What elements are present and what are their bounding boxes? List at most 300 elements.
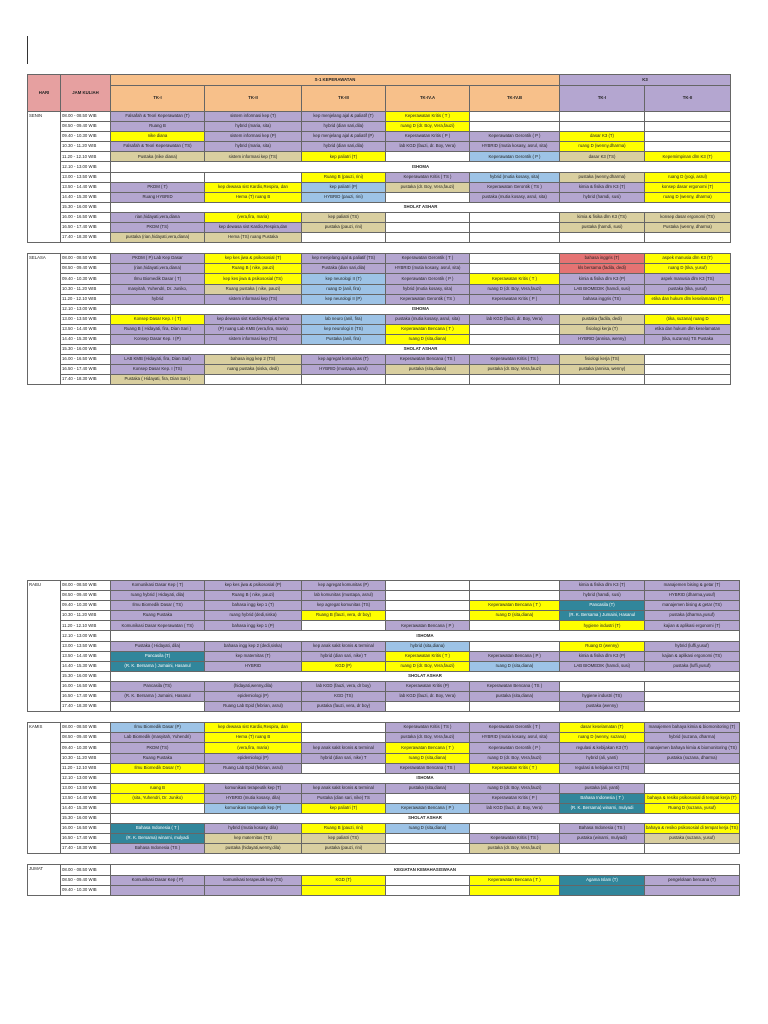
time-slot: 09.40 - 10.30 WIB — [61, 274, 111, 284]
schedule-cell: Ruang pustaka ( nike, pauzi) — [205, 284, 302, 294]
schedule-cell — [386, 192, 470, 202]
schedule-cell: kep maternitas (T) — [205, 651, 302, 661]
table-row — [28, 824, 740, 834]
schedule-cell: HYBRID (mutia kosasy, asrul, sita) — [470, 142, 560, 152]
schedule-cell: kimia & fisika dlm K3 (T) — [560, 581, 645, 591]
time-slot: 08.50 - 09.40 WIB — [61, 875, 111, 885]
header-col: TK-II — [645, 86, 731, 112]
schedule-cell: kep neurologi II (TS) — [302, 324, 386, 334]
schedule-cell: epidemiologi (P) — [205, 692, 302, 702]
schedule-cell — [560, 122, 645, 132]
header-col: TK-II — [205, 86, 302, 112]
schedule-cell: kep kes jiwa & psikososial (TS) — [205, 274, 302, 284]
table-row — [28, 192, 731, 202]
schedule-cell: ruang D (sita,diana) — [386, 824, 470, 834]
table-row — [28, 132, 731, 142]
break-label: ISHOMA — [111, 304, 731, 314]
schedule-cell: KGD (T) — [302, 875, 386, 885]
time-slot: 11.20 - 12.10 WIB — [61, 763, 111, 773]
schedule-cell: pustaka (dr. Boy, Vera,fauzi) — [470, 844, 560, 854]
table-row — [28, 733, 740, 743]
time-slot: 15.30 - 16.00 WIB — [61, 671, 111, 681]
time-slot: 17.40 - 18.30 WIB — [61, 233, 111, 243]
table-row — [28, 122, 731, 132]
schedule-cell: (tika, suzanna) TS Pustaka — [645, 334, 731, 344]
schedule-cell — [645, 783, 740, 793]
schedule-cell: manajemen bising & getar (T) — [645, 581, 740, 591]
schedule-cell — [302, 375, 386, 385]
schedule-cell: bahasa ingg kep 1 (T) — [205, 601, 302, 611]
schedule-cell: kep maternitas (TS) — [205, 834, 302, 844]
schedule-cell: nike diana — [111, 132, 205, 142]
schedule-cell: pustaka (wenny,dharma) — [560, 172, 645, 182]
schedule-cell: pustaka (dr. Boy, Vera,fauzi) — [386, 182, 470, 192]
table-row — [28, 375, 731, 385]
schedule-cell: kep neurologi II (P) — [302, 294, 386, 304]
schedule-cell: Hema (TS) ruang Pustaka — [205, 233, 302, 243]
table-row — [28, 365, 731, 375]
spacer-row — [28, 712, 740, 723]
schedule-cell: Keperawatan Bencana ( P ) — [386, 621, 470, 631]
table-row — [28, 304, 731, 314]
schedule-cell: ruang D (sita,diana) — [386, 334, 470, 344]
schedule-cell: Pancasila (T) — [111, 651, 205, 661]
table-row — [28, 641, 740, 651]
schedule-cell — [470, 885, 560, 895]
time-slot: 09.40 - 10.30 WIB — [61, 743, 111, 753]
frame-line — [27, 36, 28, 64]
table-row — [28, 152, 731, 162]
schedule-cell — [111, 172, 205, 182]
schedule-cell: epidemiologi (P) — [205, 753, 302, 763]
schedule-cell: Keperawatan Gerontik ( P ) — [470, 132, 560, 142]
schedule-cell: kajian & aplikasi ergonomi (T) — [645, 621, 740, 631]
schedule-cell — [205, 375, 302, 385]
schedule-cell: hybrid (luffi,yusuf) — [645, 641, 740, 651]
schedule-cell — [302, 885, 386, 895]
time-slot: 08.50 - 09.40 WIB — [61, 264, 111, 274]
day-label: SELASA — [28, 254, 61, 385]
schedule-cell: Keperawatan Kritis ( T ) — [386, 112, 470, 122]
schedule-cell: Ruang Pustaka — [111, 753, 205, 763]
table-row — [28, 112, 731, 122]
schedule-cell — [470, 264, 560, 274]
schedule-cell: kep paliatri (P) — [302, 182, 386, 192]
schedule-cell: PKDM ( T) — [111, 182, 205, 192]
day-kamis — [28, 723, 740, 854]
schedule-cell — [470, 375, 560, 385]
schedule-cell: Keperawatan Kritis ( P ) — [470, 294, 560, 304]
schedule-cell: Keperawatan Kritis ( P ) — [386, 132, 470, 142]
schedule-cell: kep neurologi II (T) — [302, 274, 386, 284]
time-slot: 11.20 - 12.10 WIB — [61, 152, 111, 162]
schedule-cell — [386, 885, 470, 895]
schedule-cell — [386, 793, 470, 803]
table-row — [28, 284, 731, 294]
schedule-cell — [302, 233, 386, 243]
schedule-cell: kep kes jiwa & psikososial (P) — [205, 581, 302, 591]
schedule-cell: LAB BIOMEDIK (hamdi, susi) — [560, 284, 645, 294]
schedule-cell: kep dewasa sist Kardio,Respira, dan — [205, 182, 302, 192]
time-slot: 10.30 - 11.20 WIB — [61, 611, 111, 621]
schedule-cell: hygiene industri (T) — [560, 621, 645, 631]
time-slot: 08.50 - 09.40 WIB — [61, 591, 111, 601]
schedule-cell: etika dan hukum dlm keselamatan (T) — [645, 294, 731, 304]
break-label: SHOLAT ASHAR — [111, 671, 740, 681]
schedule-cell: kep agregat komunitas (P) — [302, 581, 386, 591]
header-jam: JAM KULIAH — [61, 75, 111, 112]
schedule-cell: Pustaka (nike diana) — [111, 152, 205, 162]
schedule-cell: ruang D (wenny, dharma) — [645, 192, 731, 202]
schedule-cell: pustaka (hidayati,wenny,dila) — [205, 844, 302, 854]
schedule-cell: Konsep Dasar Kep. I (P) — [111, 334, 205, 344]
table-row — [28, 793, 740, 803]
schedule-cell: Keperawatan Kritis ( T ) — [386, 651, 470, 661]
header-col: TK-III — [302, 86, 386, 112]
schedule-cell: kajian & aplikasi ergonomi (TS) — [645, 651, 740, 661]
schedule-cell: Ilmu Biomedik Dasar (P) — [111, 723, 205, 733]
schedule-cell: Ruang Pustaka — [111, 611, 205, 621]
time-slot: 10.30 - 11.20 WIB — [61, 142, 111, 152]
schedule-cell: fisiologi kerja (T) — [560, 324, 645, 334]
schedule-cell: HYBRID (mutia kosasy, asrul, sita) — [386, 264, 470, 274]
table-row — [28, 661, 740, 671]
schedule-cell: PKDM (TS) — [111, 743, 205, 753]
schedule-cell: Hema (T) ruang B — [205, 192, 302, 202]
schedule-cell — [645, 763, 740, 773]
schedule-cell: (R. K. Bersama ) Jumaini, Hasanul — [560, 611, 645, 621]
schedule-cell: ruang D (dr. Boy, Vera,fauzi) — [386, 122, 470, 132]
schedule-cell — [645, 844, 740, 854]
table-row — [28, 803, 740, 813]
schedule-cell — [645, 132, 731, 142]
schedule-cell — [470, 324, 560, 334]
table-row — [28, 162, 731, 172]
schedule-cell: Ruang Lab Epid (febrian, asrul) — [205, 763, 302, 773]
schedule-cell: kimia & fisika dlm K3 (P) — [560, 651, 645, 661]
schedule-cell: HYBRID (mutia kosasy, asrul, sita) — [470, 733, 560, 743]
schedule-cell: Ruang HYBRID — [111, 192, 205, 202]
schedule-cell: rian,hidayati,vera,diana — [111, 212, 205, 222]
schedule-cell: PKDM ( P) Lab Kep Dasar — [111, 254, 205, 264]
schedule-cell: Keperawatan Gerontik ( TS ) — [386, 294, 470, 304]
schedule-cell: Ruang B — [111, 122, 205, 132]
table-row — [28, 581, 740, 591]
schedule-cell: ruang D (anil, fira) — [302, 284, 386, 294]
schedule-cell: Pustaka (dian sari,dila) — [302, 264, 386, 274]
time-slot: 15.30 - 16.00 WIB — [61, 202, 111, 212]
schedule-cell: ruang D (wenny, suzana) — [560, 733, 645, 743]
table-row — [28, 631, 740, 641]
time-slot: 16.00 - 16.50 WIB — [61, 212, 111, 222]
header-col: TK-IV.B — [470, 86, 560, 112]
table-row — [28, 334, 731, 344]
schedule-cell: KGD (P) — [302, 661, 386, 671]
table-row — [28, 753, 740, 763]
time-slot: 16.50 - 17.40 WIB — [61, 223, 111, 233]
schedule-cell: Keperawatan Bencana ( P ) — [386, 803, 470, 813]
table-row — [28, 223, 731, 233]
table-row — [28, 264, 731, 274]
schedule-cell: kep anak sakit kronis & terminal — [302, 783, 386, 793]
schedule-cell: komunikasi terapeutik kep (TS) — [205, 875, 302, 885]
time-slot: 12.10 - 13.00 WIB — [61, 631, 111, 641]
schedule-cell: Falsafah & Teori Keperawatan (T) — [111, 112, 205, 122]
schedule-cell: Konsep Dasar Kep. I (TS) — [111, 365, 205, 375]
schedule-cell: etika dan hukum dlm keselamatan — [645, 324, 731, 334]
schedule-cell: pustaka (sita,diana) — [386, 365, 470, 375]
schedule-cell: pustaka (mutia kosasy, asrul, sita) — [386, 314, 470, 324]
schedule-cell — [302, 621, 386, 631]
schedule-cell: hybrid (dian sari,dila) — [302, 142, 386, 152]
schedule-cell: HYBRID — [205, 661, 302, 671]
schedule-cell: Keperawatan Kritis ( T ) — [470, 274, 560, 284]
time-slot: 12.10 - 13.00 WIB — [61, 304, 111, 314]
header-col: TK-IV.A — [386, 86, 470, 112]
schedule-cell: Ilmu Biomedik Dasar ( TS) — [111, 601, 205, 611]
schedule-cell — [470, 254, 560, 264]
schedule-cell: Komunikasi Dasar Kep ( P) — [111, 875, 205, 885]
schedule-cell — [645, 142, 731, 152]
schedule-cell: kep anak sakit kronis & terminal — [302, 743, 386, 753]
schedule-cell — [111, 702, 205, 712]
time-slot: 13.00 - 13.50 WIB — [61, 783, 111, 793]
schedule-cell: pustaka (tika, yusuf) — [645, 284, 731, 294]
table-row — [28, 324, 731, 334]
day-label: KAMIS — [28, 723, 61, 854]
table-row — [28, 233, 731, 243]
schedule-cell: Keperawatan Gerontik ( TS ) — [470, 182, 560, 192]
schedule-cell — [470, 112, 560, 122]
schedule-cell: aspek manusia dlm K3 (TS) — [645, 274, 731, 284]
schedule-cell: Ilmu Biomedik Dasar ( T) — [111, 274, 205, 284]
time-slot: 12.10 - 13.00 WIB — [61, 162, 111, 172]
schedule-cell: hybrid (mutia kosasy, dila) — [205, 824, 302, 834]
table-row — [28, 591, 740, 601]
schedule-cell: HYBRID (pauzi, rini) — [302, 192, 386, 202]
schedule-cell — [560, 844, 645, 854]
schedule-cell: pustaka (suzana, dharma) — [645, 753, 740, 763]
schedule-cell: hybrid (maria, sita) — [205, 122, 302, 132]
table-row — [28, 834, 740, 844]
schedule-cell: kimia & fisika dlm K3 (TS) — [560, 212, 645, 222]
schedule-cell: kep kes jiwa & psikososial (T) — [205, 254, 302, 264]
table-row — [28, 611, 740, 621]
time-slot: 10.30 - 11.20 WIB — [61, 284, 111, 294]
time-slot: 13.50 - 14.40 WIB — [61, 793, 111, 803]
schedule-cell: pustaka (rian,hidayati,vera,diana) — [111, 233, 205, 243]
schedule-cell: LAB KMB (Hidayati, fira, Dian Sari) — [111, 355, 205, 365]
schedule-cell: pustaka (annisa, wenny) — [560, 365, 645, 375]
schedule-cell: Keperawatan Bencana ( T ) — [470, 875, 560, 885]
schedule-cell — [386, 834, 470, 844]
schedule-cell: Keperawatan Bencana ( T ) — [386, 324, 470, 334]
schedule-cell: hybrid (hamdi, susi) — [560, 192, 645, 202]
schedule-cell: kimia & fisika dlm K3 (P) — [560, 274, 645, 284]
schedule-cell: pustaka (dharma,yusuf) — [645, 611, 740, 621]
schedule-cell: komunikasi terapeutik kep (P) — [205, 803, 302, 813]
schedule-cell — [560, 112, 645, 122]
schedule-cell — [645, 885, 740, 895]
schedule-cell: Keperawatan Gerontik ( T ) — [386, 254, 470, 264]
table-row — [28, 763, 740, 773]
day-selasa — [28, 254, 731, 385]
schedule-cell — [386, 875, 470, 885]
time-slot: 16.50 - 17.40 WIB — [61, 834, 111, 844]
schedule-cell: pustaka (sita,diana) — [470, 692, 560, 702]
time-slot: 16.50 - 17.40 WIB — [61, 365, 111, 375]
schedule-cell — [645, 692, 740, 702]
schedule-table-bottom — [27, 566, 740, 896]
schedule-cell: Komunikasi Dasar Keperawatan ( TS) — [111, 621, 205, 631]
schedule-cell: aspek manusia dlm K3 (T) — [645, 254, 731, 264]
schedule-cell: regulasi & kebijakan K3 (TS) — [560, 763, 645, 773]
schedule-cell: Keperawatan Gerontik ( P ) — [386, 274, 470, 284]
schedule-cell: pustaka (luffi,yusuf) — [645, 661, 740, 671]
schedule-cell: kep menjelang ajal & paliatif (P) — [302, 132, 386, 142]
day-rabu — [28, 581, 740, 712]
schedule-cell: lab KGD (fauzi, dr. Boy, Vera) — [386, 692, 470, 702]
time-slot: 08.00 - 08.50 WIB — [61, 112, 111, 122]
schedule-cell — [470, 334, 560, 344]
schedule-cell: Ruang B (pauzi, rini) — [302, 824, 386, 834]
time-slot: 17.40 - 18.30 WIB — [61, 844, 111, 854]
schedule-cell — [302, 763, 386, 773]
time-slot: 12.10 - 13.00 WIB — [61, 773, 111, 783]
time-slot: 08.50 - 09.40 WIB — [61, 122, 111, 132]
schedule-cell: manajemen bising & getar (TS) — [645, 601, 740, 611]
spacer-row — [28, 854, 740, 865]
schedule-cell: pustaka (ali, yanti) — [560, 783, 645, 793]
header-hari: HARI — [28, 75, 61, 112]
table-row — [28, 783, 740, 793]
table-row — [28, 355, 731, 365]
schedule-cell: kep menjelang ajal & paliatif (T) — [302, 112, 386, 122]
schedule-cell — [302, 733, 386, 743]
table-row — [28, 844, 740, 854]
schedule-cell: ruang D (dr. Boy, Vera,fauzi) — [386, 661, 470, 671]
table-row — [28, 601, 740, 611]
schedule-cell: (R. K. Bersama) winarni, mulyadi — [560, 803, 645, 813]
schedule-cell: hybrid (dian sari,dila) — [302, 122, 386, 132]
schedule-cell: Keperawatan Gerontik ( P ) — [470, 743, 560, 753]
break-label: KEGIATAN KEMAHASISWAAN — [111, 865, 740, 875]
table-row — [28, 294, 731, 304]
schedule-cell: Keperawatan Bencana ( T ) — [470, 601, 560, 611]
time-slot: 09.40 - 10.30 WIB — [61, 601, 111, 611]
schedule-cell: ruang D (sita,diana) — [386, 753, 470, 763]
schedule-cell — [386, 212, 470, 222]
schedule-cell: hybrid — [111, 294, 205, 304]
schedule-cell: Lab Biomedik (masyitah, Yuhendri) — [111, 733, 205, 743]
time-slot: 16.50 - 17.40 WIB — [61, 692, 111, 702]
table-row — [28, 773, 740, 783]
table-row — [28, 671, 740, 681]
break-label: SHOLAT ASHAR — [111, 814, 740, 824]
table-row — [28, 743, 740, 753]
time-slot: 16.00 - 16.50 WIB — [61, 355, 111, 365]
schedule-cell: Ruang B (pauzi, rini) — [302, 172, 386, 182]
schedule-cell: Kepemimpinan dlm K3 (T) — [645, 152, 731, 162]
schedule-cell: Keperawatan Bencana ( T ) — [386, 743, 470, 753]
schedule-cell: pustaka (sita,diana) — [386, 783, 470, 793]
schedule-cell: ruang D (tika, yusuf) — [645, 264, 731, 274]
schedule-cell: pustaka (pauzi, rini) — [302, 223, 386, 233]
schedule-cell: KGD (TS) — [302, 692, 386, 702]
schedule-cell: pustaka (dr. Boy, Vera,fauzi) — [386, 733, 470, 743]
schedule-cell: (R. K. Bersama) winarni, mulyadi — [111, 834, 205, 844]
schedule-cell — [386, 611, 470, 621]
schedule-cell: bahasa ingg kep 1 (P) — [205, 621, 302, 631]
schedule-cell — [302, 723, 386, 733]
schedule-cell — [111, 885, 205, 895]
table-row — [28, 865, 740, 875]
table-row — [28, 182, 731, 192]
schedule-cell: Bahasa Indonesia ( T ) — [111, 824, 205, 834]
break-label: ISHOMA — [111, 631, 740, 641]
table-row — [28, 875, 740, 885]
schedule-cell — [470, 621, 560, 631]
table-row — [28, 202, 731, 212]
schedule-cell: Bahasa Indonesia ( TS ) — [560, 824, 645, 834]
schedule-cell — [470, 641, 560, 651]
schedule-cell: Pustaka ( Hidayati, fira, Dian Sari ) — [111, 375, 205, 385]
schedule-cell: kep agregat komunitas (T) — [302, 355, 386, 365]
schedule-cell — [645, 112, 731, 122]
schedule-cell — [386, 581, 470, 591]
table-row — [28, 723, 740, 733]
header-s1-keperawatan: S-1 KEPERAWATAN — [111, 75, 560, 86]
time-slot: 08.50 - 09.40 WIB — [61, 733, 111, 743]
schedule-cell: regulasi & kebijakan K3 (T) — [560, 743, 645, 753]
table-row — [28, 621, 740, 631]
schedule-cell: ruang B — [111, 783, 205, 793]
schedule-cell: konsep dasar ergonomi (T) — [645, 182, 731, 192]
schedule-cell: (hidayati,wenny,dila) — [205, 681, 302, 691]
schedule-cell: pengelolaan bencana (T) — [645, 875, 740, 885]
schedule-cell: ruang D (wenny,dharma) — [560, 142, 645, 152]
schedule-cell: pustaka (pauzi, rini) — [302, 844, 386, 854]
schedule-cell: bahasa ingg kep 2 (TS) — [205, 355, 302, 365]
time-slot: 13.50 - 14.40 WIB — [61, 324, 111, 334]
schedule-cell: ruang D (sita,diana) — [470, 611, 560, 621]
time-slot: 09.40 - 10.30 WIB — [61, 885, 111, 895]
day-label: SENIN — [28, 112, 61, 243]
schedule-cell: lab KGD (fauzi, dr. Boy, Vera) — [386, 142, 470, 152]
schedule-cell — [470, 824, 560, 834]
schedule-cell: bahasa ingg kep 2 (dedi,siska) — [205, 641, 302, 651]
schedule-cell: kep paliatri (T) — [302, 803, 386, 813]
schedule-cell: Ilmu Biomedik Dasar (T) — [111, 763, 205, 773]
time-slot: 16.00 - 16.50 WIB — [61, 824, 111, 834]
schedule-cell — [470, 223, 560, 233]
schedule-cell: kimia & fisika dlm K3 (T) — [560, 182, 645, 192]
time-slot: 10.30 - 11.20 WIB — [61, 753, 111, 763]
time-slot: 13.50 - 14.40 WIB — [61, 651, 111, 661]
schedule-cell: lab neuro (anil, fira) — [302, 314, 386, 324]
schedule-cell: bahaya & resiko psikososial di tempat kerja (T) — [645, 793, 740, 803]
schedule-cell: LAB BIOMEDIK (hamdi, susi) — [560, 661, 645, 671]
header-col: TK-I — [111, 86, 205, 112]
schedule-cell — [205, 172, 302, 182]
schedule-cell: hybrid (mutia kosasy, sita) — [470, 172, 560, 182]
time-slot: 08.00 - 08.50 WIB — [61, 581, 111, 591]
schedule-cell: kep dewasa sist Kardio,Respi,& hema — [205, 314, 302, 324]
schedule-cell: Ruang D (wenny) — [560, 641, 645, 651]
time-slot: 09.40 - 10.30 WIB — [61, 132, 111, 142]
schedule-cell: Keperawatan Kritis ( T ) — [470, 763, 560, 773]
schedule-cell: masyitah, Yuhendri, Dr. Juniko, — [111, 284, 205, 294]
